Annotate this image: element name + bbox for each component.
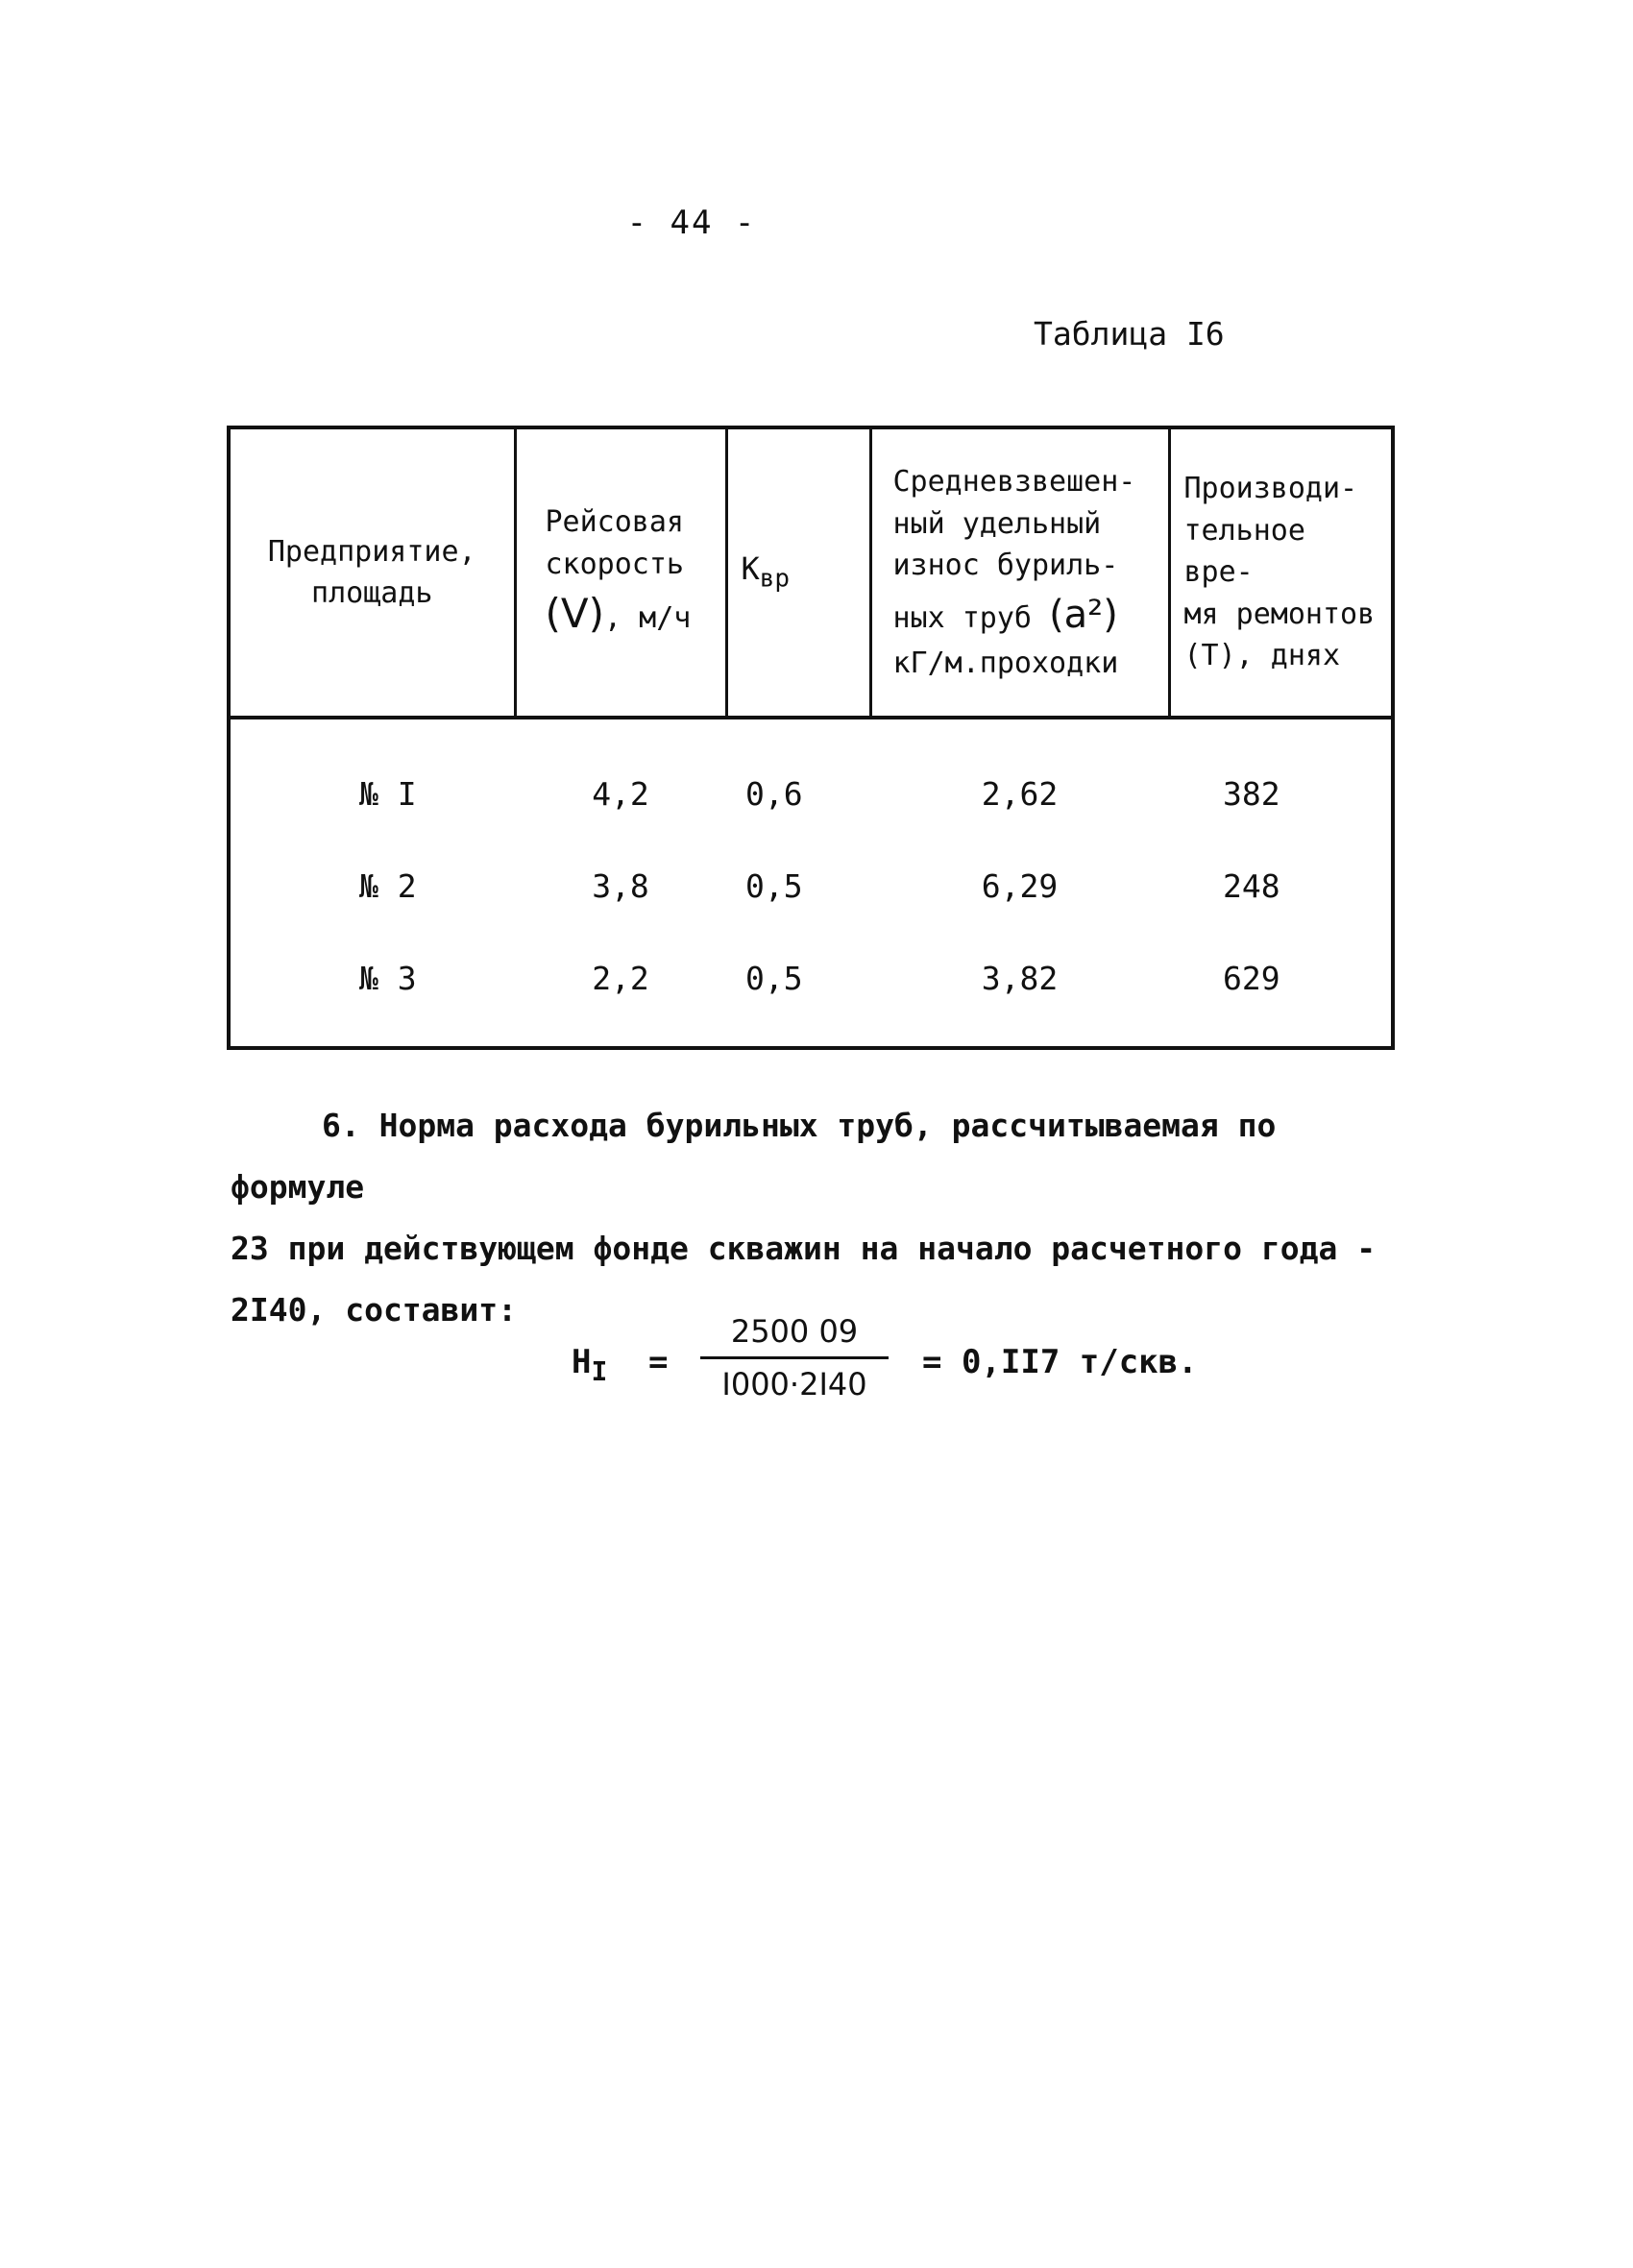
paragraph-line: 23 при действующем фонде скважин на начало расчетного года - — [231, 1230, 1377, 1267]
cell-enterprise: № I — [359, 774, 417, 813]
formula-fraction — [700, 1306, 889, 1409]
table-row — [231, 840, 1391, 932]
formula-denominator: I000·2I40 — [721, 1366, 867, 1402]
cell-speed: 4,2 — [592, 774, 649, 813]
table-caption: Таблица I6 — [1034, 315, 1225, 353]
cell-enterprise: № 2 — [359, 866, 417, 905]
paragraph-text: 6. Норма расхода бурильных труб, рассчитываемая по формуле — [231, 1107, 1277, 1206]
header-speed-line: Рейсовая — [545, 505, 684, 540]
cell-speed: 3,8 — [592, 866, 649, 905]
cell-repair: 382 — [1223, 774, 1280, 813]
header-repair — [1169, 429, 1391, 718]
header-weight-line: кГ/м.проходки — [892, 646, 1119, 680]
cell-kvr: 0,6 — [745, 774, 803, 813]
header-speed — [515, 429, 726, 718]
cell-weight: 2,62 — [981, 774, 1059, 813]
header-repair-line: мя ремонтов — [1183, 597, 1376, 631]
header-enterprise-line: Предприятие, — [267, 534, 476, 569]
header-speed-line — [546, 585, 719, 644]
weight-label: ных труб — [892, 600, 1032, 635]
table-row — [231, 932, 1391, 1056]
header-speed-line: скорость — [545, 547, 684, 581]
paragraph-line — [231, 1095, 1393, 1218]
header-weight-line: ный удельный — [892, 506, 1102, 541]
cell-kvr: 0,5 — [745, 959, 803, 997]
formula-lhs-sub: I — [591, 1354, 608, 1387]
cell-weight: 3,82 — [981, 959, 1059, 997]
cell-enterprise: № 3 — [359, 959, 417, 997]
cell-weight: 6,29 — [981, 866, 1059, 905]
paragraph-line: 2I40, составит: — [231, 1291, 518, 1329]
cell-kvr: 0,5 — [745, 866, 803, 905]
formula-numerator: 2500 09 — [730, 1313, 859, 1350]
formula-equals: = — [648, 1343, 669, 1381]
formula-lhs — [572, 1343, 607, 1387]
table-header-row — [231, 429, 1391, 718]
weight-symbol: (a²) — [1049, 592, 1118, 637]
header-weight-line: износ буриль- — [892, 549, 1119, 582]
cell-repair: 629 — [1223, 959, 1280, 997]
cell-speed: 2,2 — [592, 959, 649, 997]
header-enterprise-line: площадь — [311, 576, 433, 610]
page-number: - 44 - — [626, 204, 757, 242]
header-weight-line: Средневзвешен- — [892, 465, 1136, 499]
body-paragraph — [231, 1095, 1393, 1341]
header-repair-line: тельное вре- — [1183, 513, 1305, 590]
formula-result: = 0,II7 т/скв. — [922, 1343, 1198, 1381]
kvr-main: К — [741, 550, 760, 588]
header-enterprise — [231, 429, 515, 718]
data-table — [227, 426, 1395, 1050]
speed-unit: , м/ч — [604, 601, 692, 636]
table-row — [231, 718, 1391, 840]
formula-lhs-main: Н — [572, 1343, 592, 1381]
header-repair-line: Производи- — [1183, 472, 1358, 506]
cell-repair: 248 — [1223, 866, 1280, 905]
header-weight — [870, 429, 1169, 718]
header-kvr — [726, 429, 870, 718]
kvr-sub: вр — [759, 564, 791, 594]
speed-symbol: (V) — [545, 590, 605, 638]
header-weight-line — [893, 587, 1162, 643]
header-repair-line: (Т), днях — [1183, 639, 1341, 673]
